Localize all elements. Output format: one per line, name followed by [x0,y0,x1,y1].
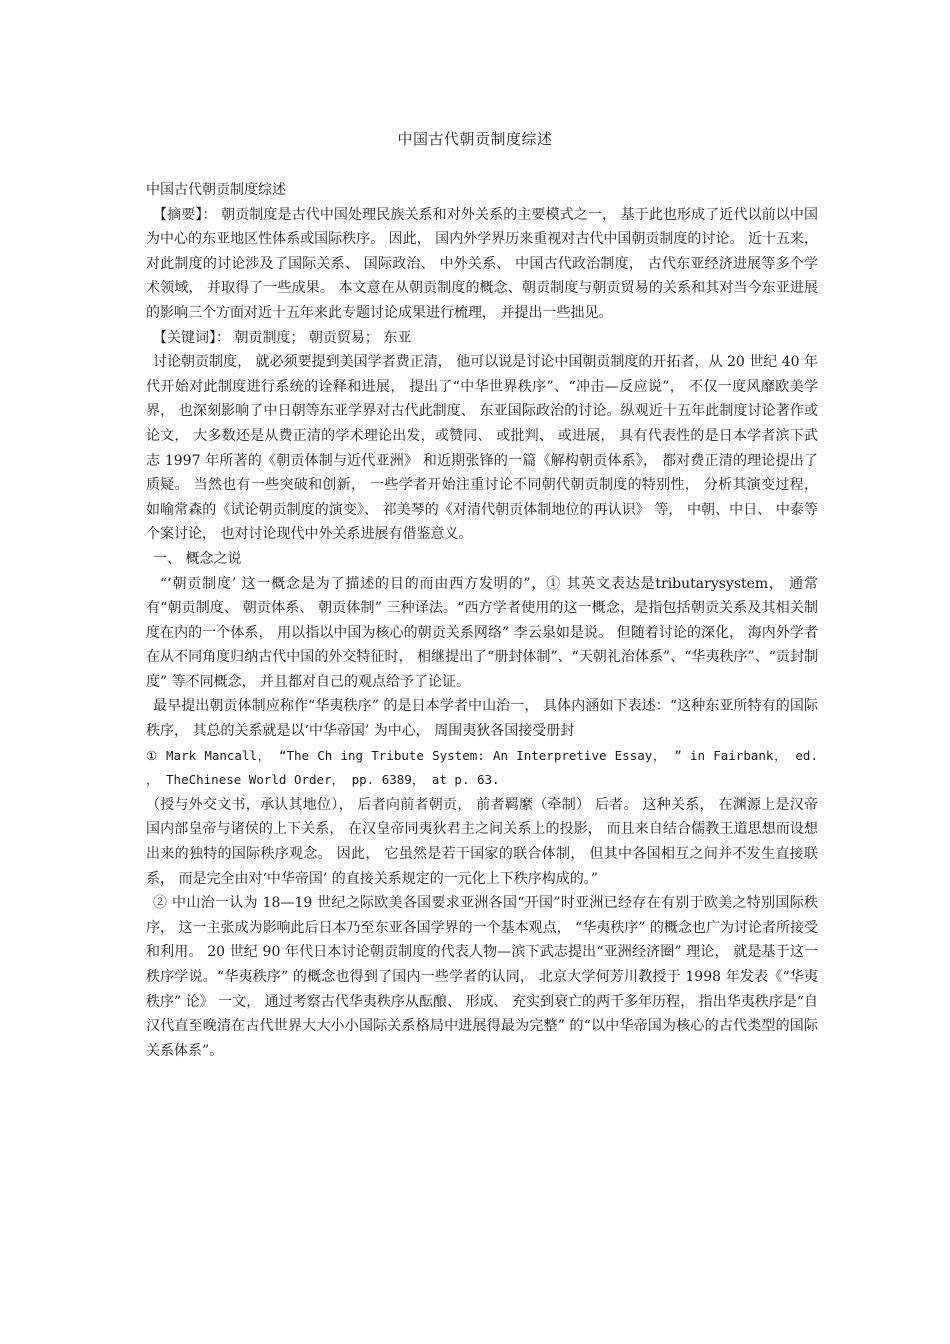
section-heading: 一、 概念之说 [153,550,242,567]
document-subtitle: 中国古代朝贡制度综述 [146,182,286,198]
concept-paragraph-2-end: （授与外交文书，承认其地位）， 后者向前者朝贡， 前者羁縻（牵制） 后者。 这种关系， 在渊源上是汉帝国内部皇帝与诸侯的上下关系， 在汉皇帝同夷狄君主之间关系上的投影， 而且来自结合儒教王道思想而设想出来的独特的国际秩序观念。 因此， 它虽然是若干国家的联合体制， 但其中各国相互之间并不发生直接联系， 而是完全由对‘中华帝国’ 的直接关系规定的一元化上下秩序构成的。” [146,796,818,887]
concept-paragraph-2-start: 最早提出朝贡体制应称作“华夷秩序” 的是日本学者中山治一， 具体内涵如下表述：“这种东亚所特有的国际秩序， 其总的关系就是以‘中华帝国’ 为中心， 周围夷狄各国接受册封 [146,698,818,740]
document-title: 中国古代朝贡制度综述 [397,130,553,148]
concept-paragraph-3: ② 中山治一认为 18—19 世纪之际欧美各国要求亚洲各国“开国”时亚洲已经存在有别于欧美之特别国际秩序， 这一主张成为影响此后日本乃至东亚各国学界的一个基本观点， “华夷秩序” 的概念也广为讨论者所接受和利用。 20 世纪 90 年代日本讨论朝贡制度的代表人物—滨下武志提出“亚洲经济圈” 理论， 就是基于这一秩序学说。“华夷秩序” 的概念也得到了国内一些学者的认同， 北京大学何芳川教授于 1998 年发表《“华夷秩序” 论》 一文， 通过考察古代华夷秩序从酝酿、 形成、 充实到衰亡的两千多年历程， 指出华夷秩序是“自汉代直至晚清在古代世界大大小小国际关系格局中进展得最为完整” 的“以中华帝国为核心的古代类型的国际关系体系”。 [146,895,818,1059]
abstract-paragraph: 【摘要】： 朝贡制度是古代中国处理民族关系和对外关系的主要模式之一， 基于此也形成了近代以前以中国为中心的东亚地区性体系或国际秩序。 因此， 国内外学界历来重视对古代中国朝贡制度的讨论。 近十五来， 对此制度的讨论涉及了国际关系、 国际政治、 中外关系、 中国古代政治制度， 古代东亚经济进展等多个学术领域， 并取得了一些成果。 本文意在从朝贡制度的概念、朝贡制度与朝贡贸易的关系和其对当今东亚进展的影响三个方面对近十五年来此专题讨论成果进行梳理， 并提出一些拙见。 [146,206,818,321]
footnote-reference: ① Mark Mancall， “The Ch ing Tribute System: An Interpretive Essay， ” in Fairbank， ed. ， TheChinese World Order， pp. 6389， at p. 63. [146,747,818,788]
keywords-line: 【关键词】： 朝贡制度； 朝贡贸易； 东亚 [153,329,412,346]
document-body [146,178,818,1063]
concept-paragraph-1: “‘朝贡制度’ 这一概念是为了描述的目的而由西方发明的”，① 其英文表达是tributarysystem， 通常有“朝贡制度、 朝贡体系、 朝贡体制” 三种译法。“西方学者使用的这一概念，是指包括朝贡关系及其相关制度在内的一个体系， 用以指以中国为核心的朝贡关系网络” 李云泉如是说。 但随着讨论的深化， 海内外学者在从不同角度归纳古代中国的外交特征时， 相继提出了“册封体制”、“天朝礼治体系”、“华夷秩序”、“贡封制度” 等不同概念， 并且都对自己的观点给予了论证。 [146,575,818,690]
intro-paragraph: 讨论朝贡制度， 就必须要提到美国学者费正清， 他可以说是讨论中国朝贡制度的开拓者，从 20 世纪 40 年代开始对此制度进行系统的诠释和进展， 提出了“中华世界秩序”、“冲击—反应说”， 不仅一度风靡欧美学界， 也深刻影响了中日朝等东亚学界对古代此制度、 东亚国际政治的讨论。纵观近十五年此制度讨论著作或论文， 大多数还是从费正清的学术理论出发，或赞同、 或批判、 或进展， 具有代表性的是日本学者滨下武志 1997 年所著的《朝贡体制与近代亚洲》 和近期张锋的一篇《解构朝贡体系》， 都对费正清的理论提出了质疑。 当然也有一些突破和创新， 一些学者开始注重讨论不同朝代朝贡制度的特别性， 分析其演变过程， 如喻常森的《试论朝贡制度的演变》、 祁美琴的《对清代朝贡体制地位的再认识》 等， 中朝、中日、 中泰等个案讨论， 也对讨论现代中外关系进展有借鉴意义。 [146,354,818,543]
